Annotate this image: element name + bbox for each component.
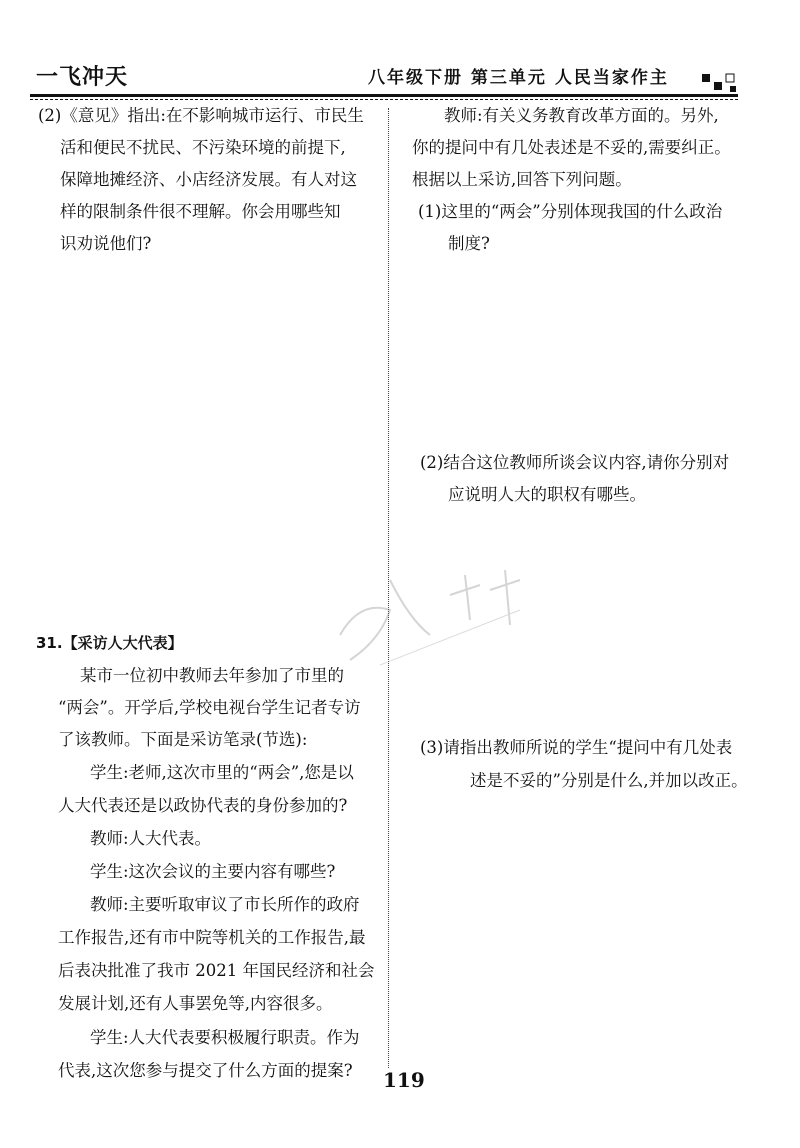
header-rule: [30, 94, 738, 97]
text-line: 述是不妥的”分别是什么,并加以改正。: [470, 771, 748, 790]
text-line: 你的提问中有几处表述是不妥的,需要纠正。: [412, 138, 731, 157]
text-line: 应说明人大的职权有哪些。: [448, 485, 646, 504]
text-line: 识劝说他们?: [60, 234, 152, 253]
text-line: (2)《意见》指出:在不影响城市运行、市民生: [38, 106, 364, 125]
question-title: 【采访人大代表】: [62, 634, 183, 652]
text-line: 学生:这次会议的主要内容有哪些?: [90, 862, 336, 881]
text-line: 教师:人大代表。: [90, 829, 212, 848]
text-line: 后表决批准了我市 2021 年国民经济和社会: [58, 961, 375, 980]
text-line: 了该教师。下面是采访笔录(节选):: [58, 730, 308, 749]
text-line: 某市一位初中教师去年参加了市里的: [80, 666, 344, 685]
page-number: 119: [383, 1068, 425, 1092]
text-line: 保障地摊经济、小店经济发展。有人对这: [60, 170, 357, 189]
brand-logo: 一飞冲天: [36, 65, 129, 90]
text-line: (3)请指出教师所说的学生“提问中有几处表: [420, 738, 733, 757]
text-line: (2)结合这位教师所谈会议内容,请你分别对: [420, 453, 730, 472]
text-line: 工作报告,还有市中院等机关的工作报告,最: [58, 928, 366, 947]
text-line: 教师:主要听取审议了市长所作的政府: [90, 895, 360, 914]
text-line: 制度?: [448, 234, 490, 253]
text-line: “两会”。开学后,学校电视台学生记者专访: [58, 698, 361, 717]
header-title: 八年级下册 第三单元 人民当家作主: [368, 68, 669, 88]
text-line: 学生:人大代表要积极履行职责。作为: [90, 1028, 360, 1047]
corner-decoration-icon: [700, 70, 740, 96]
text-line: 活和便民不扰民、不污染环境的前提下,: [60, 138, 346, 157]
text-line: 学生:老师,这次市里的“两会”,您是以: [90, 763, 354, 782]
text-line: 人大代表还是以政协代表的身份参加的?: [58, 796, 348, 815]
text-line: 代表,这次您参与提交了什么方面的提案?: [58, 1061, 353, 1080]
text-line: 样的限制条件很不理解。你会用哪些知: [60, 202, 341, 221]
text-line: (1)这里的“两会”分别体现我国的什么政治: [418, 202, 723, 221]
text-line: 教师:有关义务教育改革方面的。另外,: [444, 106, 719, 125]
text-line: 根据以上采访,回答下列问题。: [412, 170, 632, 189]
text-line: 发展计划,还有人事罢免等,内容很多。: [58, 994, 333, 1013]
question-number: 31.: [36, 634, 63, 652]
watermark-image: [320, 540, 550, 690]
header-rule-dashed: [30, 99, 738, 100]
